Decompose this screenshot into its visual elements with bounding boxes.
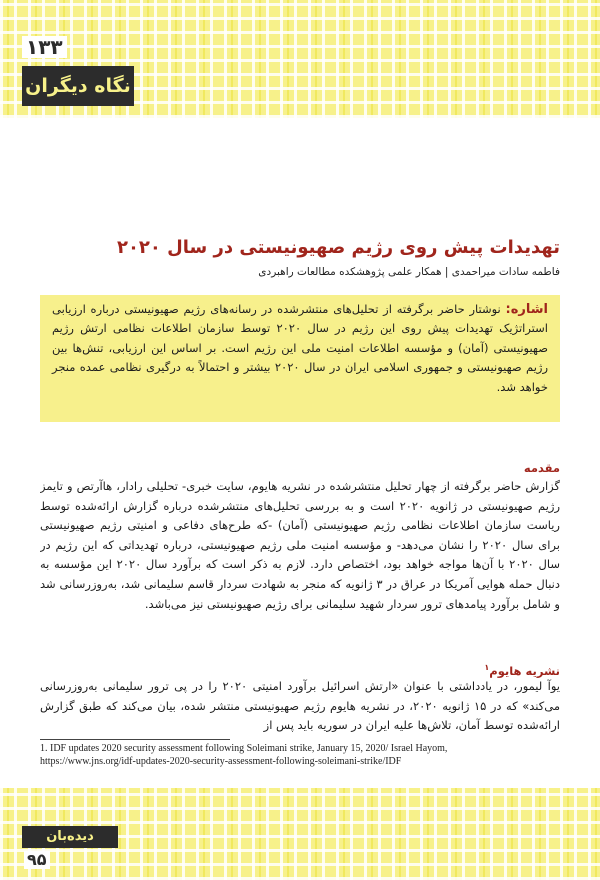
- introduction-paragraph: گزارش حاضر برگرفته از چهار تحلیل منتشرشده در نشریه هایوم، سایت خبری- تحلیلی رادار، هاآرتص و تایمز رژیم صهیونیستی در ژانویه ۲۰۲۰ است و به بررسی تحلیل‌های منتشرشده درباره گزارش ارائه‌شده توسط ریاست سازمان اطلاعات نظامی رژیم صهیونیستی (آمان) -که طرح‌های دفاعی و امنیتی رژیم صهیونیستی برای سال ۲۰۲۰ را نشان می‌دهد- و مؤسسه امنیت ملی رژیم صهیونیستی، درباره تهدیداتی که این رژیم در سال ۲۰۲۰ با آن‌ها مواجه خواهد بود، اختصاص دارد. لازم به ذکر است که برآورد سال ۲۰۲۰ این مؤسسه به دنبال حمله هوایی آمریکا در عراق در ۳ ژانویه که منجر به شهادت سردار قاسم سلیمانی شد، به‌روزرسانی شد و شامل برآورد پیامدهای ترور سردار شهید سلیمانی برای رژیم صهیونیستی نیز می‌باشد.: [40, 479, 560, 611]
- footnote-reference[interactable]: ۱: [484, 663, 490, 672]
- abstract-box: [40, 295, 560, 422]
- footnote-citation: 1. IDF updates 2020 security assessment following Soleimani strike, January 15, 2020/ Israel Hayom,: [40, 743, 448, 754]
- abstract-text: نوشتار حاضر برگرفته از تحلیل‌های منتشرشده در رسانه‌های رژیم صهیونیستی درباره ارزیابی استراتژیک تهدیدات پیش روی این رژیم در سال ۲۰۲۰ توسط سازمان اطلاعات نظامی ارتش رژیم صهیونیستی (آمان) و مؤسسه اطلاعات امنیت ملی این رژیم است. بر اساس این ارزیابی، تنش‌ها بین رژیم صهیونیستی و جمهوری اسلامی ایران در سال ۲۰۲۰ بیشتر و احتمالاً به درگیری نظامی عمده منجر خواهد شد.: [52, 302, 549, 394]
- section-logo: دیده‌بان: [22, 826, 118, 848]
- footnote: [40, 742, 570, 768]
- header-page-number: ۱۳۳: [22, 36, 67, 58]
- section-heading-text: نشریه هایوم: [489, 663, 560, 678]
- article-authors: فاطمه سادات میراحمدی | همکار علمی پژوهشکده مطالعات راهبردی: [258, 266, 560, 278]
- section-heading-introduction: مقدمه: [523, 461, 560, 475]
- section-heading-israel-hayom: [40, 660, 560, 679]
- footnote-divider: [40, 739, 230, 740]
- israel-hayom-paragraph: یوآ لیمور، در یادداشتی با عنوان «ارتش اسرائیل برآورد امنیتی ۲۰۲۰ را در پی ترور سلیمانی به‌روزرسانی می‌کند» که در ۱۵ ژانویه ۲۰۲۰، در نشریه هایوم رژیم صهیونیستی منتشر شده، بیان می‌کند که طبق گزارش ارائه‌شده توسط آمان، تلاش‌ها علیه ایران در سوریه باید پس از: [40, 679, 560, 733]
- footer-page-number: ۹۵: [24, 851, 50, 869]
- article-title: تهدیدات پیش روی رژیم صهیونیستی در سال ۲۰۲۰: [116, 237, 560, 258]
- journal-logo: نگاه دیگران: [22, 66, 134, 106]
- abstract-label: اشاره:: [505, 302, 548, 317]
- footnote-url[interactable]: https://www.jns.org/idf-updates-2020-security-assessment-following-soleimani-strike/IDF: [40, 756, 402, 767]
